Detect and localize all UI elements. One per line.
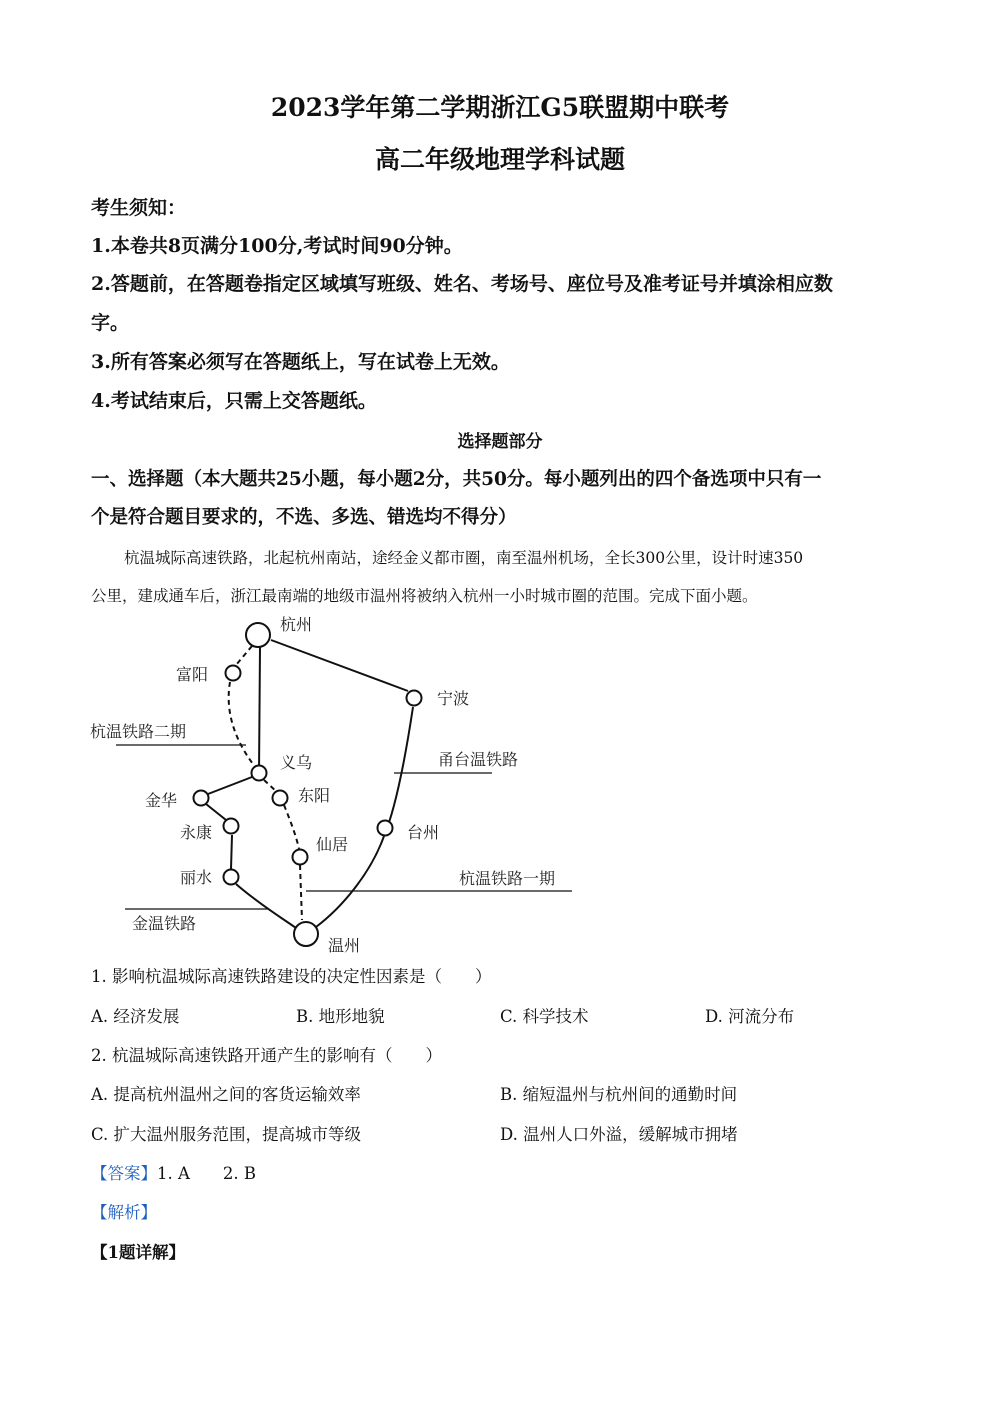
analysis-detail-label: 【1题详解】 bbox=[91, 1243, 185, 1262]
jinhua-yongkang-line bbox=[206, 804, 226, 820]
station-jinhua bbox=[194, 791, 209, 806]
section-instruction: 一、选择题（本大题共25小题，每小题2分，共50分。每小题列出的四个备选项中只有一 bbox=[91, 469, 822, 490]
station-taizhou bbox=[378, 821, 393, 836]
question-option: C. 科学技术 bbox=[500, 1007, 589, 1026]
answer-line bbox=[91, 1160, 256, 1184]
station-xianju bbox=[293, 850, 308, 865]
passage-line: 杭温城际高速铁路，北起杭州南站，途经金义都市圈，南至温州机场，全长300公里，设计时速350 bbox=[124, 549, 804, 567]
notice-heading: 考生须知： bbox=[91, 197, 187, 219]
question-option: D. 河流分布 bbox=[705, 1007, 795, 1026]
railway-map bbox=[0, 600, 1000, 965]
notice-item: 1.本卷共8页满分100分,考试时间90分钟。 bbox=[91, 235, 463, 257]
label-jinwen: 金温铁路 bbox=[132, 914, 197, 933]
station-wenzhou bbox=[294, 922, 318, 946]
label-hangzhou: 杭州 bbox=[280, 615, 313, 634]
question-option: B. 地形地貌 bbox=[296, 1007, 385, 1026]
label-hangwen-phase1: 杭温铁路一期 bbox=[459, 869, 556, 888]
yongkang-lishui-line bbox=[231, 835, 232, 869]
label-ningbo: 宁波 bbox=[437, 689, 470, 708]
label-taizhou: 台州 bbox=[407, 823, 440, 842]
station-dongyang bbox=[273, 791, 288, 806]
yiwu-jinhua-line bbox=[208, 777, 252, 794]
notice-item: 4.考试结束后，只需上交答题纸。 bbox=[91, 390, 377, 412]
answer-text: 1. A 2. B bbox=[157, 1164, 257, 1183]
question-stem: 1. 影响杭温城际高速铁路建设的决定性因素是（ ） bbox=[91, 967, 492, 986]
fuyang-dashed-line bbox=[229, 646, 256, 768]
section-instruction-cont: 个是符合题目要求的，不选、多选、错选均不得分） bbox=[91, 507, 517, 528]
label-lishui: 丽水 bbox=[180, 868, 213, 887]
section-label: 选择题部分 bbox=[457, 432, 543, 452]
yongtaiwen-line bbox=[316, 707, 413, 927]
exam-title: 2023学年第二学期浙江G5联盟期中联考 bbox=[270, 93, 730, 122]
notice-item: 2.答题前，在答题卷指定区域填写班级、姓名、考场号、座位号及准考证号并填涂相应数 bbox=[91, 273, 833, 295]
question-option: A. 经济发展 bbox=[91, 1007, 180, 1026]
label-dongyang: 东阳 bbox=[298, 786, 331, 805]
exam-subtitle: 高二年级地理学科试题 bbox=[374, 145, 625, 174]
notice-item: 字。 bbox=[91, 312, 130, 334]
label-yiwu: 义乌 bbox=[280, 753, 313, 772]
station-ningbo bbox=[407, 691, 422, 706]
answer-label: 【答案】 bbox=[91, 1164, 157, 1183]
question-option: D. 温州人口外溢，缓解城市拥堵 bbox=[500, 1125, 738, 1144]
question-stem: 2. 杭温城际高速铁路开通产生的影响有（ ） bbox=[91, 1046, 442, 1065]
label-fuyang: 富阳 bbox=[176, 665, 209, 684]
station-yiwu bbox=[252, 766, 267, 781]
station-hangzhou bbox=[246, 623, 270, 647]
analysis-label: 【解析】 bbox=[91, 1203, 157, 1222]
hangzhou-ningbo-line bbox=[271, 640, 408, 691]
label-xianju: 仙居 bbox=[316, 835, 349, 854]
hangwen-phase1-line bbox=[259, 647, 260, 773]
question-option: A. 提高杭州温州之间的客货运输效率 bbox=[91, 1085, 361, 1104]
label-hangwen-phase2: 杭温铁路二期 bbox=[90, 722, 187, 741]
station-fuyang bbox=[226, 666, 241, 681]
label-yongtaiwen: 甬台温铁路 bbox=[438, 750, 519, 769]
passage-line: 公里，建成通车后，浙江最南端的地级市温州将被纳入杭州一小时城市圈的范围。完成下面小题。 bbox=[91, 587, 758, 605]
label-jinhua: 金华 bbox=[145, 791, 178, 810]
notice-item: 3.所有答案必须写在答题纸上，写在试卷上无效。 bbox=[91, 351, 510, 373]
station-lishui bbox=[224, 870, 239, 885]
question-option: C. 扩大温州服务范围，提高城市等级 bbox=[91, 1125, 362, 1144]
station-yongkang bbox=[224, 819, 239, 834]
lishui-wenzhou-line bbox=[236, 884, 296, 928]
label-wenzhou: 温州 bbox=[328, 936, 361, 955]
question-option: B. 缩短温州与杭州间的通勤时间 bbox=[500, 1085, 738, 1104]
label-yongkang: 永康 bbox=[180, 823, 213, 842]
